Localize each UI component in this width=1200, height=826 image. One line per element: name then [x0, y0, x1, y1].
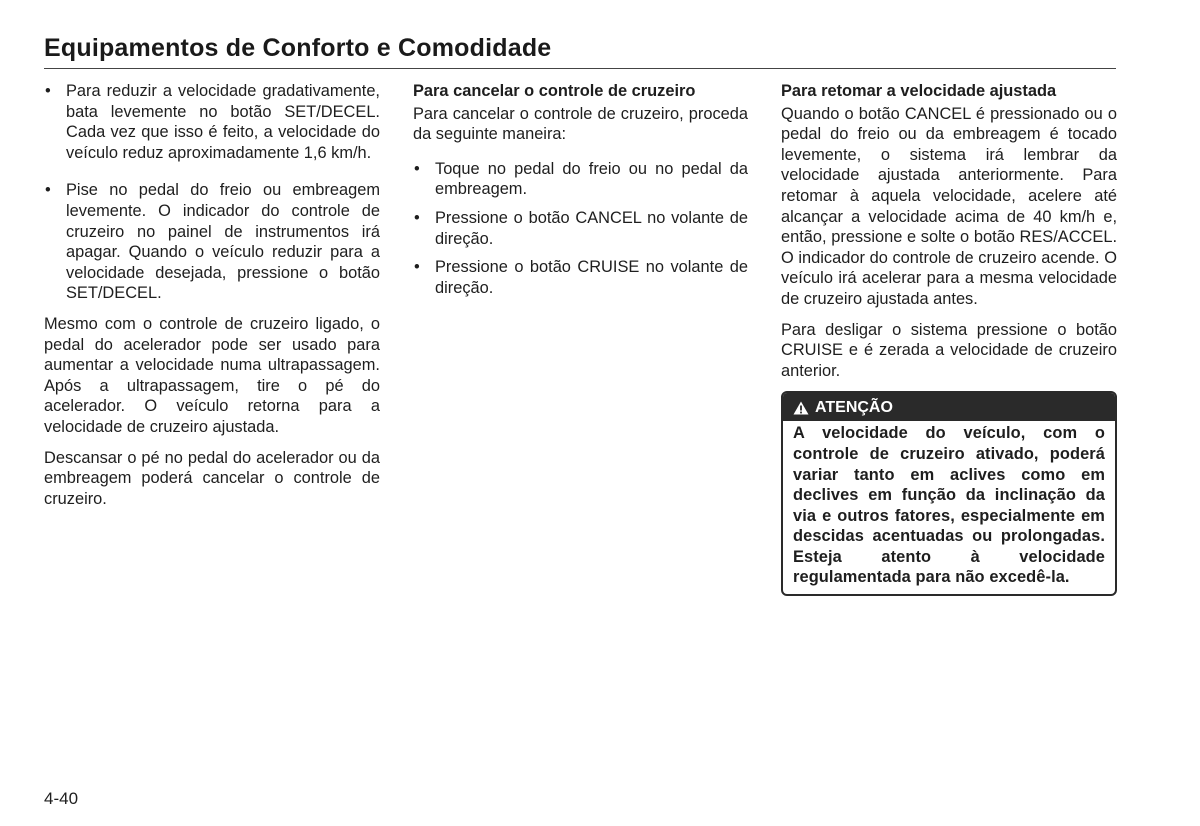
list-item-text: Pressione o botão CANCEL no volante de direção.: [435, 208, 748, 248]
bullet-icon: •: [45, 181, 51, 200]
bullet-icon: •: [414, 208, 420, 227]
page-title: Equipamentos de Conforto e Comodidade: [44, 34, 552, 62]
section-heading-cancel: Para cancelar o controle de cruzeiro: [413, 82, 696, 100]
bullet-icon: •: [414, 258, 420, 277]
bullet-icon: •: [45, 82, 51, 100]
speed-reduction-list: [44, 81, 380, 304]
list-item: [413, 208, 748, 249]
warning-text: A velocidade do veículo, com o controle de cruzeiro ativado, poderá variar tanto em aclives como em declives em função da inclinação da via e outros fatores, especialmente em descidas acentuadas ou prolongadas. Esteja atento à velocidade regulamentada para não excedê-la.: [793, 424, 1105, 587]
paragraph-turn-off: Para desligar o sistema pressione o botão CRUISE e é zerada a velocidade de cruzeiro anterior.: [781, 320, 1117, 380]
warning-header: [783, 393, 1115, 421]
bullet-icon: •: [414, 159, 420, 178]
title-divider: [44, 68, 1116, 69]
paragraph-overtaking: Mesmo com o controle de cruzeiro ligado, o pedal do acelerador pode ser usado para aumentar a velocidade numa ultrapassagem. Após a ultrapassagem, tire o pé do acelerador. O veículo retorna para a velocidade de cruzeiro ajustada.: [44, 314, 380, 436]
list-item: [413, 159, 748, 200]
warning-label: ATENÇÃO: [815, 399, 893, 417]
cancel-steps-list: [413, 159, 748, 299]
list-item: [44, 180, 380, 304]
column-left: [44, 81, 380, 519]
list-item-text: Pise no pedal do freio ou embreagem levemente. O indicador do controle de cruzeiro no painel de instrumentos irá apagar. Quando o veículo reduzir para a velocidade desejada, pressione o botão SET/DECEL.: [66, 181, 380, 303]
list-item-text: Toque no pedal do freio ou no pedal da embreagem.: [435, 159, 748, 199]
warning-box: [781, 391, 1117, 596]
paragraph-resume: Quando o botão CANCEL é pressionado ou o pedal do freio ou da embreagem é tocado levemente, o sistema irá lembrar da velocidade ajustada anteriormente. Para retomar à aquela velocidade, acelere até alcançar a velocidade acima de 40 km/h e, então, pressione e solte o botão RES/ACCEL. O indicador do controle de cruzeiro acende. O veículo irá acelerar para a mesma velocidade de cruzeiro ajustada antes.: [781, 104, 1117, 308]
warning-triangle-icon: [793, 401, 809, 415]
paragraph-cancel-intro: Para cancelar o controle de cruzeiro, proceda da seguinte maneira:: [413, 104, 748, 144]
list-item: [413, 257, 748, 298]
section-heading-resume: Para retomar a velocidade ajustada: [781, 82, 1057, 100]
list-item-text: Pressione o botão CRUISE no volante de direção.: [435, 258, 748, 297]
paragraph-foot-rest: Descansar o pé no pedal do acelerador ou da embreagem poderá cancelar o controle de cruzeiro.: [44, 448, 380, 508]
column-middle: [413, 81, 748, 308]
list-item-text: Para reduzir a velocidade gradativamente, bata levemente no botão SET/DECEL. Cada vez que isso é feito, a velocidade do veículo reduz aproximadamente 1,6 km/h.: [66, 82, 380, 162]
column-right: [781, 81, 1117, 596]
list-item: [44, 81, 380, 163]
page-number: 4-40: [44, 789, 79, 808]
